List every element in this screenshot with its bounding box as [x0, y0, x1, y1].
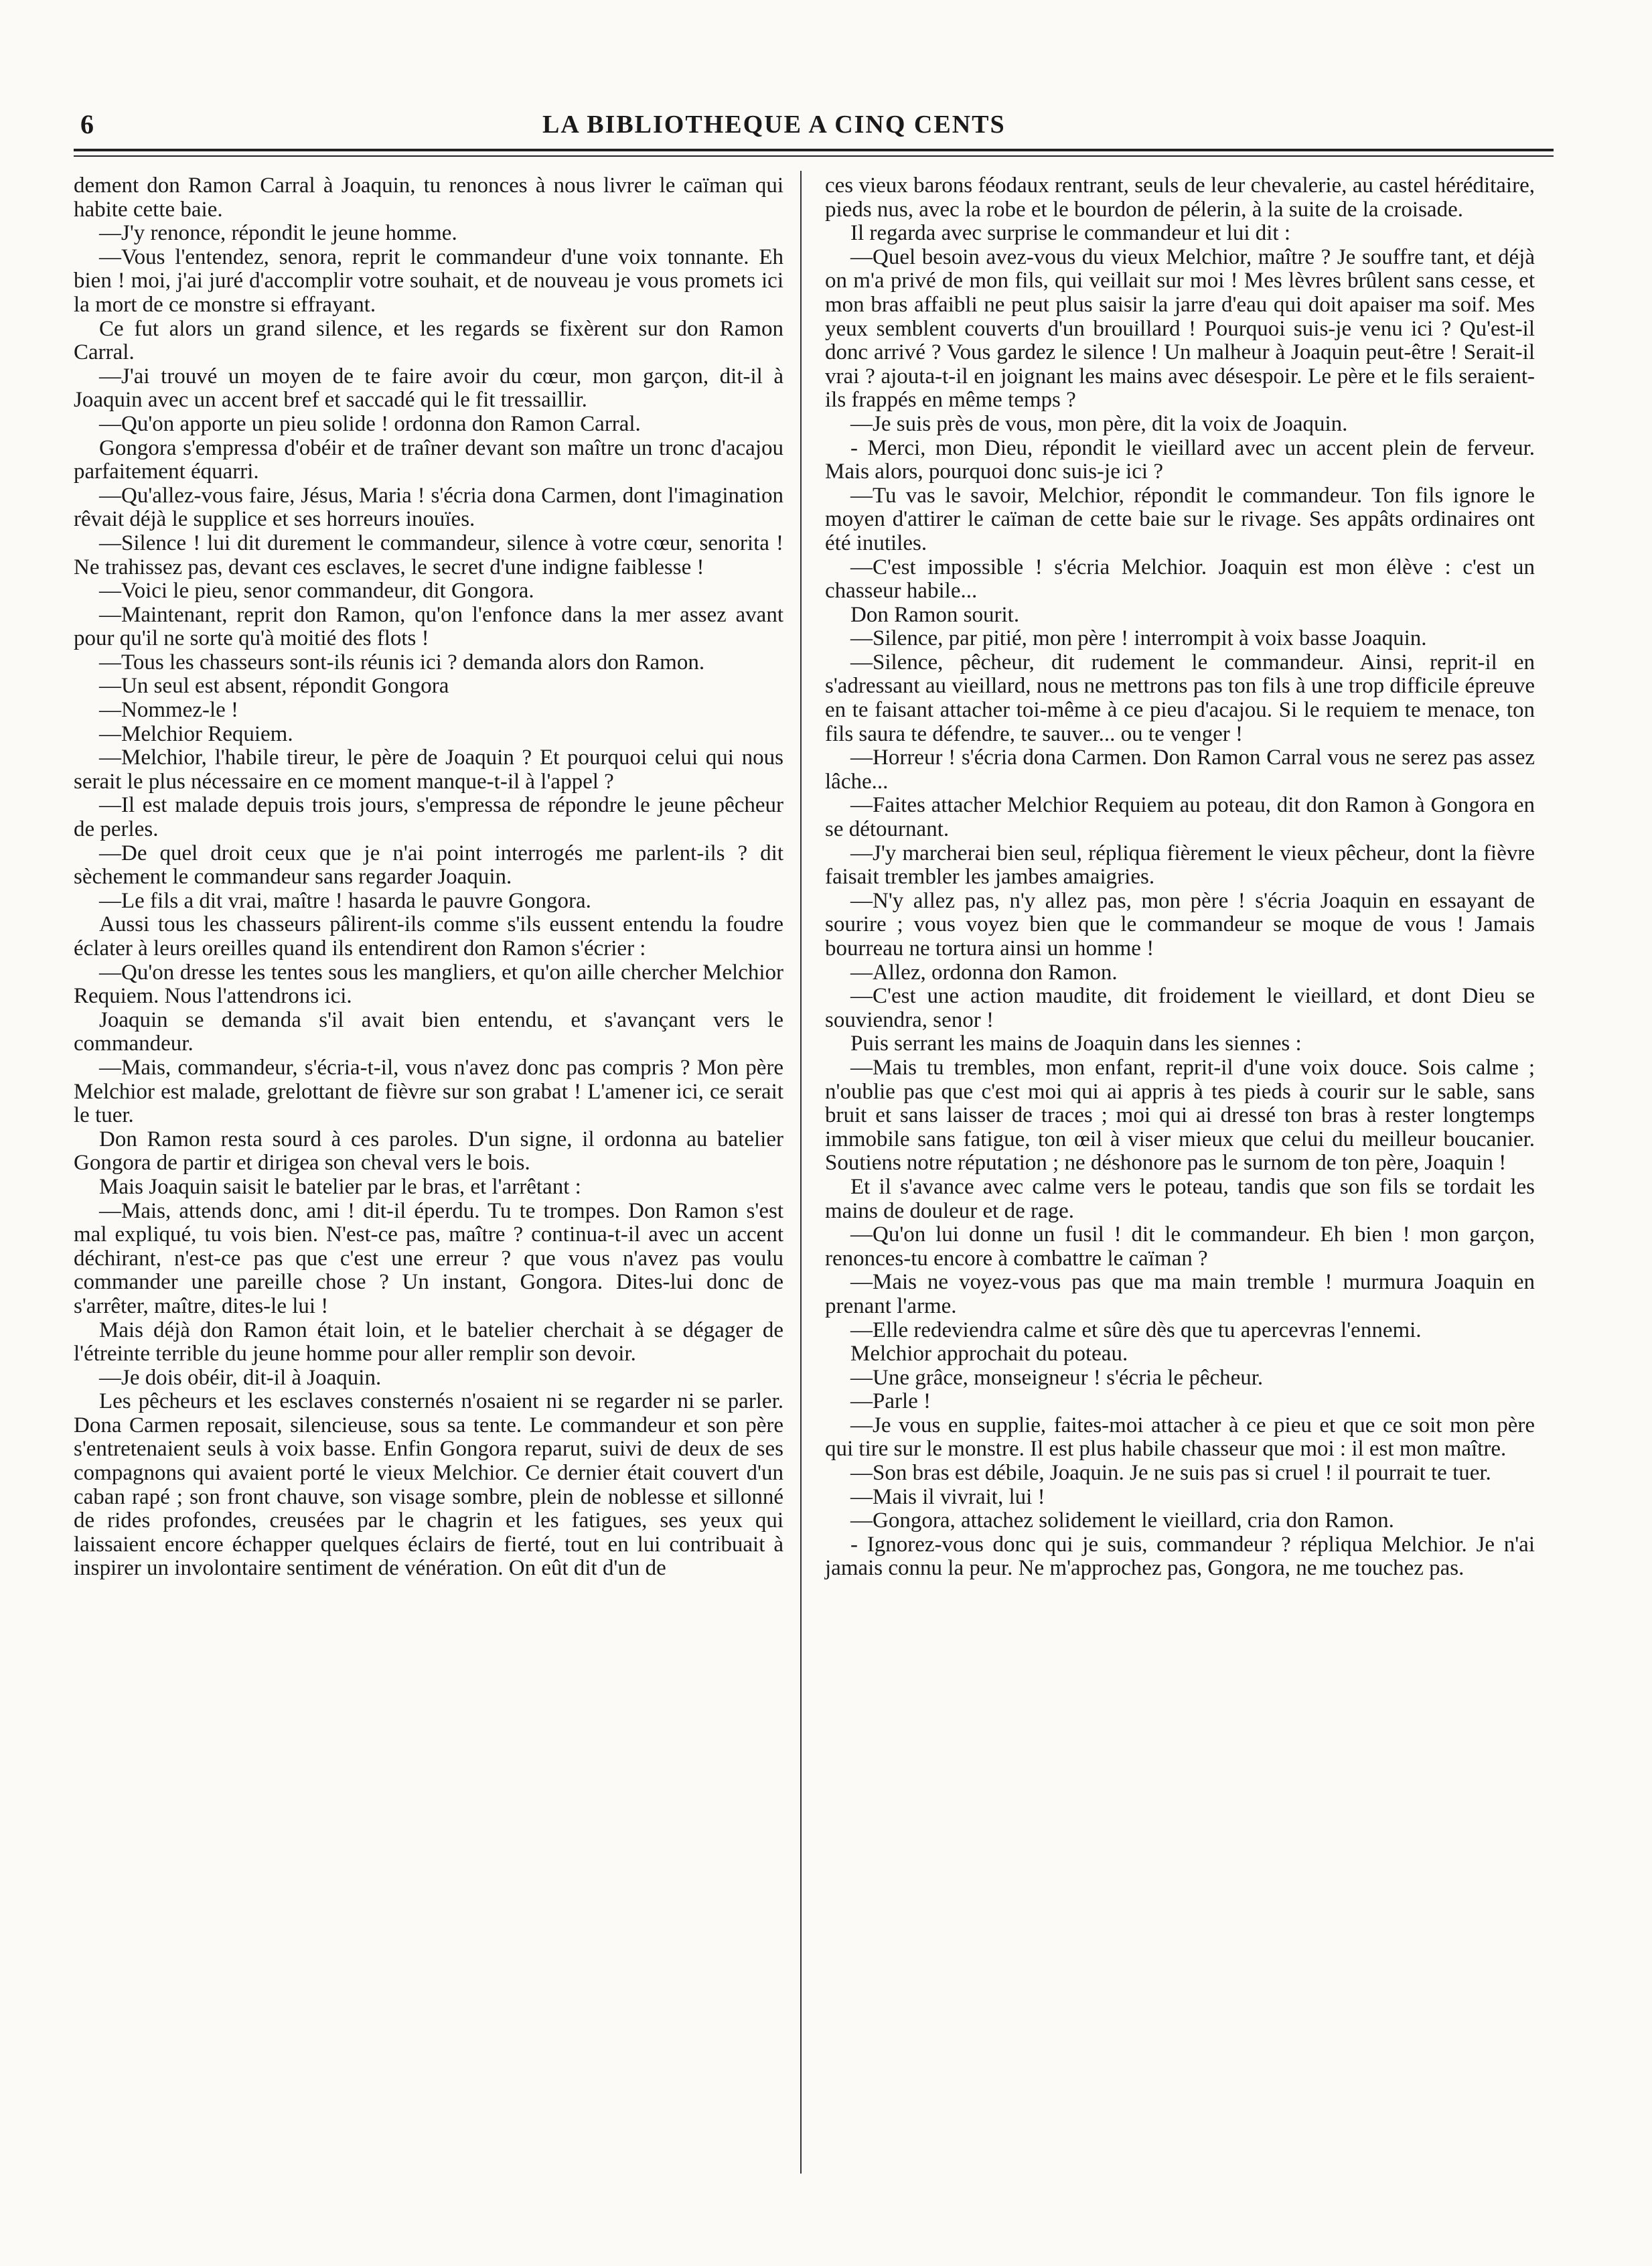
- paragraph: —Faites attacher Melchior Requiem au poteau, dit don Ramon à Gongora en se détournant.: [825, 793, 1535, 842]
- paragraph: Don Ramon sourit.: [850, 602, 1020, 627]
- paragraph: —Melchior, l'habile tireur, le père de Joaquin ? Et pourquoi celui qui nous serait le plus nécessaire en ce moment manque-t-il à l'appel ?: [74, 746, 783, 794]
- paragraph: —Voici le pieu, senor commandeur, dit Gongora.: [99, 579, 534, 604]
- paragraph: Les pêcheurs et les esclaves consternés n'osaient ni se regarder ni se parler. Dona Carmen reposait, silencieuse, sous sa tente. Le commandeur et son père s'entretenaient seuls à voix basse. Enfin Gongora reparut, suivi de deux de ses compagnons qui avaient porté le vieux Melchior. Ce dernier était couvert d'un caban rapé ; son front chauve, son visage sombre, plein de noblesse et sillonné de rides profondes, creusées par le chagrin et les fatigues, ses yeux qui laissaient encore échapper quelques éclairs de fierté, tout en lui contribuait à inspirer un involontaire sentiment de vénération. On eût dit d'un de: [74, 1389, 783, 1581]
- paragraph: —Allez, ordonna don Ramon.: [850, 960, 1118, 985]
- paragraph: —Quel besoin avez-vous du vieux Melchior, maître ? Je souffre tant, et déjà on m'a privé de mon fils, qui veillait sur moi ! Mes lèvres brûlent sans cesse, et mon bras affaibli ne peut plus saisir la jarre d'eau qui doit apaiser ma soif. Mes yeux semblent couverts d'un brouillard ! Pourquoi suis-je venu ici ? Qu'est-il donc arrivé ? Vous gardez le silence ! Un malheur à Joaquin peut-être ! Serait-il vrai ? ajouta-t-il en joignant les mains avec désespoir. Le père et le fils seraient-ils frappés en même temps ?: [825, 244, 1535, 413]
- paragraph: Puis serrant les mains de Joaquin dans les siennes :: [850, 1032, 1302, 1056]
- paragraph: Et il s'avance avec calme vers le poteau, tandis que son fils se tordait les mains de douleur et de rage.: [825, 1174, 1535, 1223]
- header-rule-thin: [74, 155, 1554, 157]
- paragraph: —Tu vas le savoir, Melchior, répondit le commandeur. Ton fils ignore le moyen d'attirer le caïman de cette baie sur le rivage. Ses appâts ordinaires ont été inutiles.: [825, 483, 1535, 555]
- paragraph: —Il est malade depuis trois jours, s'empressa de répondre le jeune pêcheur de perles.: [74, 793, 783, 842]
- paragraph: Il regarda avec surprise le commandeur et lui dit :: [850, 221, 1290, 246]
- paragraph: —Silence, par pitié, mon père ! interrompit à voix basse Joaquin.: [850, 626, 1427, 651]
- paragraph: —N'y allez pas, n'y allez pas, mon père ! s'écria Joaquin en essayant de sourire ; vous voyez bien que le commandeur se moque de vous ! Jamais bourreau ne tortura ainsi un homme !: [825, 888, 1535, 961]
- paragraph: Don Ramon resta sourd à ces paroles. D'un signe, il ordonna au batelier Gongora de partir et dirigea son cheval vers le bois.: [74, 1127, 783, 1176]
- paragraph: Aussi tous les chasseurs pâlirent-ils comme s'ils eussent entendu la foudre éclater à leurs oreilles quand ils entendirent don Ramon s'écrier :: [74, 912, 783, 961]
- paragraph: —Gongora, attachez solidement le vieillard, cria don Ramon.: [850, 1508, 1394, 1533]
- paragraph: —Mais, attends donc, ami ! dit-il éperdu. Tu te trompes. Don Ramon s'est mal expliqué, tu vois bien. N'est-ce pas, maître ? continua-t-il avec un accent déchirant, n'est-ce pas que c'est une erreur ? que vous n'avez pas voulu commander une pareille chose ? Un instant, Gongora. Dites-lui donc de s'arrêter, maître, dites-le lui !: [74, 1198, 783, 1318]
- page-number: 6: [80, 109, 94, 139]
- paragraph: —C'est une action maudite, dit froidement le vieillard, et dont Dieu se souviendra, senor !: [825, 984, 1535, 1032]
- paragraph: Ce fut alors un grand silence, et les regards se fixèrent sur don Ramon Carral.: [74, 316, 783, 365]
- paragraph: —Une grâce, monseigneur ! s'écria le pêcheur.: [850, 1365, 1264, 1390]
- paragraph: —Je vous en supplie, faites-moi attacher à ce pieu et que ce soit mon père qui tire sur le monstre. Il est plus habile chasseur que moi : il est mon maître.: [825, 1413, 1535, 1462]
- paragraph: —Silence ! lui dit durement le commandeur, silence à votre cœur, senorita ! Ne trahissez pas, devant ces esclaves, le secret d'une indigne faiblesse !: [74, 530, 783, 579]
- paragraph: —Horreur ! s'écria dona Carmen. Don Ramon Carral vous ne serez pas assez lâche...: [825, 746, 1535, 794]
- paragraph: dement don Ramon Carral à Joaquin, tu renonces à nous livrer le caïman qui habite cette baie.: [74, 173, 783, 222]
- paragraph: —Qu'on dresse les tentes sous les mangliers, et qu'on aille chercher Melchior Requiem. Nous l'attendrons ici.: [74, 960, 783, 1009]
- paragraph: —J'y marcherai bien seul, répliqua fièrement le vieux pêcheur, dont la fièvre faisait trembler les jambes amaigries.: [825, 841, 1535, 890]
- paragraph: —Nommez-le !: [99, 698, 239, 723]
- column-divider: [800, 171, 802, 2174]
- paragraph: —J'ai trouvé un moyen de te faire avoir du cœur, mon garçon, dit-il à Joaquin avec un accent bref et saccadé qui le fit tressaillir.: [74, 364, 783, 413]
- paragraph: —Mais ne voyez-vous pas que ma main tremble ! murmura Joaquin en prenant l'arme.: [825, 1270, 1535, 1318]
- left-column: [74, 174, 783, 1581]
- paragraph: —De quel droit ceux que je n'ai point interrogés me parlent-ils ? dit sèchement le commandeur sans regarder Joaquin.: [74, 841, 783, 890]
- right-column: [825, 174, 1535, 1581]
- paragraph: Melchior approchait du poteau.: [850, 1342, 1128, 1366]
- paragraph: Joaquin se demanda s'il avait bien entendu, et s'avançant vers le commandeur.: [74, 1007, 783, 1056]
- paragraph: —C'est impossible ! s'écria Melchior. Joaquin est mon élève : c'est un chasseur habile...: [825, 555, 1535, 604]
- paragraph: —Silence, pêcheur, dit rudement le commandeur. Ainsi, reprit-il en s'adressant au vieillard, nous ne mettrons pas ton fils à une trop difficile épreuve en te faisant attacher toi-même à ce pieu d'acajou. Si le requiem te menace, ton fils saura te défendre, te sauver... ou te venger !: [825, 650, 1535, 746]
- header-rule: [74, 149, 1554, 151]
- paragraph: —Vous l'entendez, senora, reprit le commandeur d'une voix tonnante. Eh bien ! moi, j'ai juré d'accomplir votre souhait, et de nouveau je vous promets ici la mort de ce monstre si effrayant.: [74, 244, 783, 317]
- paragraph: - Ignorez-vous donc qui je suis, commandeur ? répliqua Melchior. Je n'ai jamais connu la peur. Ne m'approchez pas, Gongora, ne me touchez pas.: [825, 1532, 1535, 1581]
- paragraph: Gongora s'empressa d'obéir et de traîner devant son maître un tronc d'acajou parfaitement équarri.: [74, 435, 783, 484]
- paragraph: —Tous les chasseurs sont-ils réunis ici ? demanda alors don Ramon.: [99, 650, 705, 675]
- paragraph: —Qu'on lui donne un fusil ! dit le commandeur. Eh bien ! mon garçon, renonces-tu encore à combattre le caïman ?: [825, 1222, 1535, 1271]
- paragraph: —Un seul est absent, répondit Gongora: [99, 674, 449, 699]
- paragraph: —Elle redeviendra calme et sûre dès que tu apercevras l'ennemi.: [850, 1318, 1422, 1342]
- paragraph: —Mais il vivrait, lui !: [850, 1484, 1045, 1509]
- paragraph: Mais Joaquin saisit le batelier par le bras, et l'arrêtant :: [99, 1174, 581, 1199]
- paragraph: —Mais, commandeur, s'écria-t-il, vous n'avez donc pas compris ? Mon père Melchior est malade, grelottant de fièvre sur son grabat ! L'amener ici, ce serait le tuer.: [74, 1055, 783, 1128]
- paragraph: —Son bras est débile, Joaquin. Je ne suis pas si cruel ! il pourrait te tuer.: [850, 1461, 1491, 1486]
- paragraph: - Merci, mon Dieu, répondit le vieillard avec un accent plein de ferveur. Mais alors, pourquoi donc suis-je ici ?: [825, 435, 1535, 484]
- paragraph: —Qu'on apporte un pieu solide ! ordonna don Ramon Carral.: [99, 411, 641, 436]
- paragraph: —Maintenant, reprit don Ramon, qu'on l'enfonce dans la mer assez avant pour qu'il ne sorte qu'à moitié des flots !: [74, 602, 783, 651]
- paragraph: —Le fils a dit vrai, maître ! hasarda le pauvre Gongora.: [99, 888, 591, 913]
- paragraph: —Melchior Requiem.: [99, 721, 293, 746]
- paragraph: —Parle !: [850, 1389, 931, 1414]
- paragraph: Mais déjà don Ramon était loin, et le batelier cherchait à se dégager de l'étreinte terrible du jeune homme pour aller remplir son devoir.: [74, 1318, 783, 1366]
- paragraph: —Je dois obéir, dit-il à Joaquin.: [99, 1365, 382, 1390]
- page-header: [74, 107, 1554, 147]
- paragraph: ces vieux barons féodaux rentrant, seuls de leur chevalerie, au castel héréditaire, pieds nus, avec la robe et le bourdon de pélerin, à la suite de la croisade.: [825, 173, 1535, 222]
- paragraph: —Mais tu trembles, mon enfant, reprit-il d'une voix douce. Sois calme ; n'oublie pas que c'est moi qui ai appris à tes pieds à courir sur le sable, sans bruit et sans laisser de traces ; moi qui ai dressé ton bras à rester longtemps immobile sans fatigue, ton œil à viser mieux que celui du meilleur boucanier. Soutiens notre réputation ; ne déshonore pas le surnom de ton père, Joaquin !: [825, 1055, 1535, 1176]
- paragraph: —J'y renonce, répondit le jeune homme.: [99, 221, 457, 246]
- paragraph: —Qu'allez-vous faire, Jésus, Maria ! s'écria dona Carmen, dont l'imagination rêvait déjà le supplice et ses horreurs inouïes.: [74, 483, 783, 532]
- paragraph: —Je suis près de vous, mon père, dit la voix de Joaquin.: [850, 411, 1348, 436]
- running-title: LA BIBLIOTHEQUE A CINQ CENTS: [542, 111, 1006, 139]
